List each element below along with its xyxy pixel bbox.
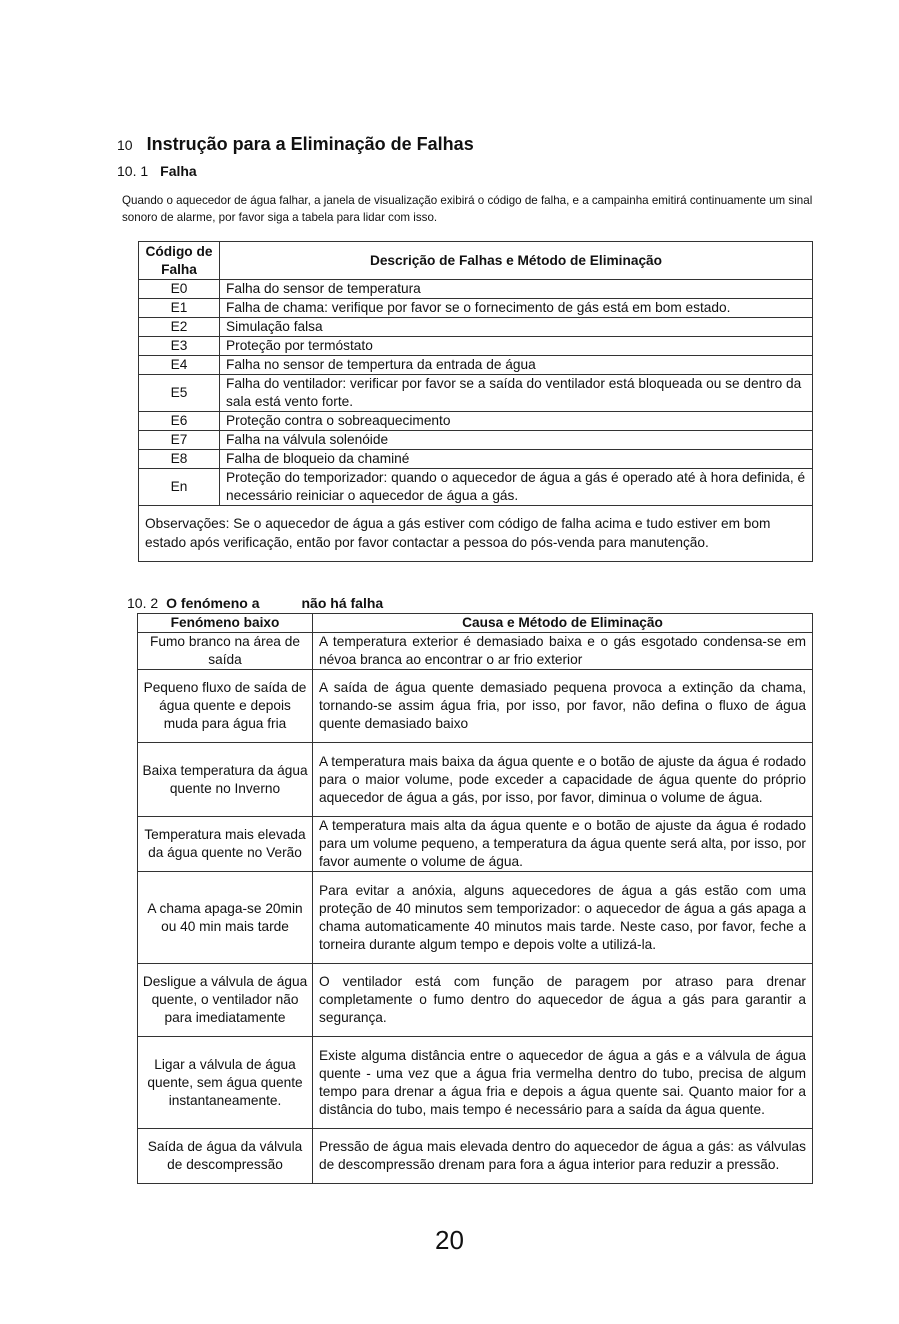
fault-code-header: Código de Falha [139, 242, 220, 280]
fault-code: E6 [139, 412, 220, 431]
table-row [139, 431, 813, 450]
subsection-number: 10. 2 [127, 595, 159, 611]
cause-cell: A temperatura exterior é demasiado baixa e o gás esgotado condensa-se em névoa branca ao encontrar o ar frio exterior [313, 633, 813, 670]
section-title: Instrução para a Eliminação de Falhas [146, 134, 474, 154]
fault-description: Proteção do temporizador: quando o aquecedor de água a gás é operado até à hora definida, é necessário reiniciar o aquecedor de água a gás. [220, 469, 813, 506]
cause-cell: Para evitar a anóxia, alguns aquecedores de água a gás estão com uma proteção de 40 minutos sem temporizador: o aquecedor de água a gás apaga a chama automaticamente 40 minutos mais tarde. Neste caso, por favor, feche a torneira durante algum tempo e depois volte a utilizá-la. [313, 872, 813, 964]
phenomenon-cell: A chama apaga-se 20min ou 40 min mais tarde [138, 872, 313, 964]
subsection-title-part2: não há falha [301, 595, 384, 611]
table-row [139, 469, 813, 506]
fault-description: Falha do ventilador: verificar por favor se a saída do ventilador está bloqueada ou se dentro da sala está vento forte. [220, 375, 813, 412]
subsection-number: 10. 1 [117, 163, 149, 179]
fault-description: Falha do sensor de temperatura [220, 280, 813, 299]
table-row [139, 412, 813, 431]
phenomenon-cell: Ligar a válvula de água quente, sem água quente instantaneamente. [138, 1037, 313, 1129]
fault-code: E1 [139, 299, 220, 318]
fault-code-table [138, 241, 813, 562]
table-row [138, 964, 813, 1037]
cause-cell: Existe alguma distância entre o aquecedor de água a gás e a válvula de água quente - uma vez que a água fria vermelha dentro do tubo, precisa de algum tempo para drenar a água fria e depois a água quente sai. Quanto maior for a distância do tubo, mais tempo é necessário para a saída da água quente. [313, 1037, 813, 1129]
cause-cell: Pressão de água mais elevada dentro do aquecedor de água a gás: as válvulas de descompressão drenam para fora a água interior para reduzir a pressão. [313, 1129, 813, 1184]
cause-cell: A temperatura mais alta da água quente e o botão de ajuste da água é rodado para um volume pequeno, a temperatura da água quente será alta, por isso, por favor aumente o volume de água. [313, 817, 813, 872]
phenomenon-cell: Fumo branco na área de saída [138, 633, 313, 670]
table-row [139, 450, 813, 469]
intro-paragraph: Quando o aquecedor de água falhar, a janela de visualização exibirá o código de falha, e a campainha emitirá continuamente um sinal sonoro de alarme, por favor siga a tabela para lidar com isso. [122, 194, 813, 224]
fault-code: En [139, 469, 220, 506]
cause-header: Causa e Método de Eliminação [313, 614, 813, 633]
fault-code: E8 [139, 450, 220, 469]
cause-cell: A saída de água quente demasiado pequena provoca a extinção da chama, tornando-se assim água fria, por isso, por favor, não defina o fluxo de água quente demasiado baixo [313, 670, 813, 743]
table-row [138, 817, 813, 872]
cause-cell: O ventilador está com função de paragem por atraso para drenar completamente o fumo dentro do aquecedor de água a gás para garantir a segurança. [313, 964, 813, 1037]
table-row [138, 743, 813, 817]
table-row [138, 633, 813, 670]
table-row [139, 318, 813, 337]
fault-code: E7 [139, 431, 220, 450]
fault-code: E4 [139, 356, 220, 375]
fault-code: E2 [139, 318, 220, 337]
subsection-title-part1: O fenómeno a [166, 595, 260, 611]
phenomenon-table [137, 613, 813, 1184]
subsection-title: Falha [160, 163, 197, 179]
table-row [138, 872, 813, 964]
table-row [138, 1037, 813, 1129]
fault-code: E0 [139, 280, 220, 299]
fault-description: Falha de bloqueio da chaminé [220, 450, 813, 469]
table-row [139, 299, 813, 318]
fault-code: E5 [139, 375, 220, 412]
section-number: 10 [117, 137, 133, 153]
table-row [138, 670, 813, 743]
fault-description: Falha de chama: verifique por favor se o fornecimento de gás está em bom estado. [220, 299, 813, 318]
table-row [138, 1129, 813, 1184]
phenomenon-cell: Saída de água da válvula de descompressão [138, 1129, 313, 1184]
phenomenon-cell: Baixa temperatura da água quente no Inverno [138, 743, 313, 817]
phenomenon-cell: Pequeno fluxo de saída de água quente e depois muda para água fria [138, 670, 313, 743]
section-heading [117, 134, 474, 155]
fault-code: E3 [139, 337, 220, 356]
table-row [139, 337, 813, 356]
fault-description-header: Descrição de Falhas e Método de Eliminação [220, 242, 813, 280]
fault-description: Simulação falsa [220, 318, 813, 337]
subsection-heading-phenomenon [127, 595, 383, 611]
subsection-heading-fault [117, 163, 197, 179]
phenomenon-cell: Temperatura mais elevada da água quente no Verão [138, 817, 313, 872]
fault-description: Falha na válvula solenóide [220, 431, 813, 450]
observations-note: Observações: Se o aquecedor de água a gás estiver com código de falha acima e tudo estiver em bom estado após verificação, então por favor contactar a pessoa do pós-venda para manutenção. [139, 506, 813, 562]
table-row [139, 280, 813, 299]
fault-description: Proteção por termóstato [220, 337, 813, 356]
table-row [139, 356, 813, 375]
cause-cell: A temperatura mais baixa da água quente e o botão de ajuste da água é rodado para o maior volume, pode exceder a capacidade de água quente do próprio aquecedor de água a gás, por isso, por favor, diminua o volume de água. [313, 743, 813, 817]
fault-description: Proteção contra o sobreaquecimento [220, 412, 813, 431]
phenomenon-cell: Desligue a válvula de água quente, o ventilador não para imediatamente [138, 964, 313, 1037]
table-row [139, 375, 813, 412]
phenomenon-header: Fenómeno baixo [138, 614, 313, 633]
page-number: 20 [435, 1225, 464, 1255]
fault-description: Falha no sensor de tempertura da entrada de água [220, 356, 813, 375]
